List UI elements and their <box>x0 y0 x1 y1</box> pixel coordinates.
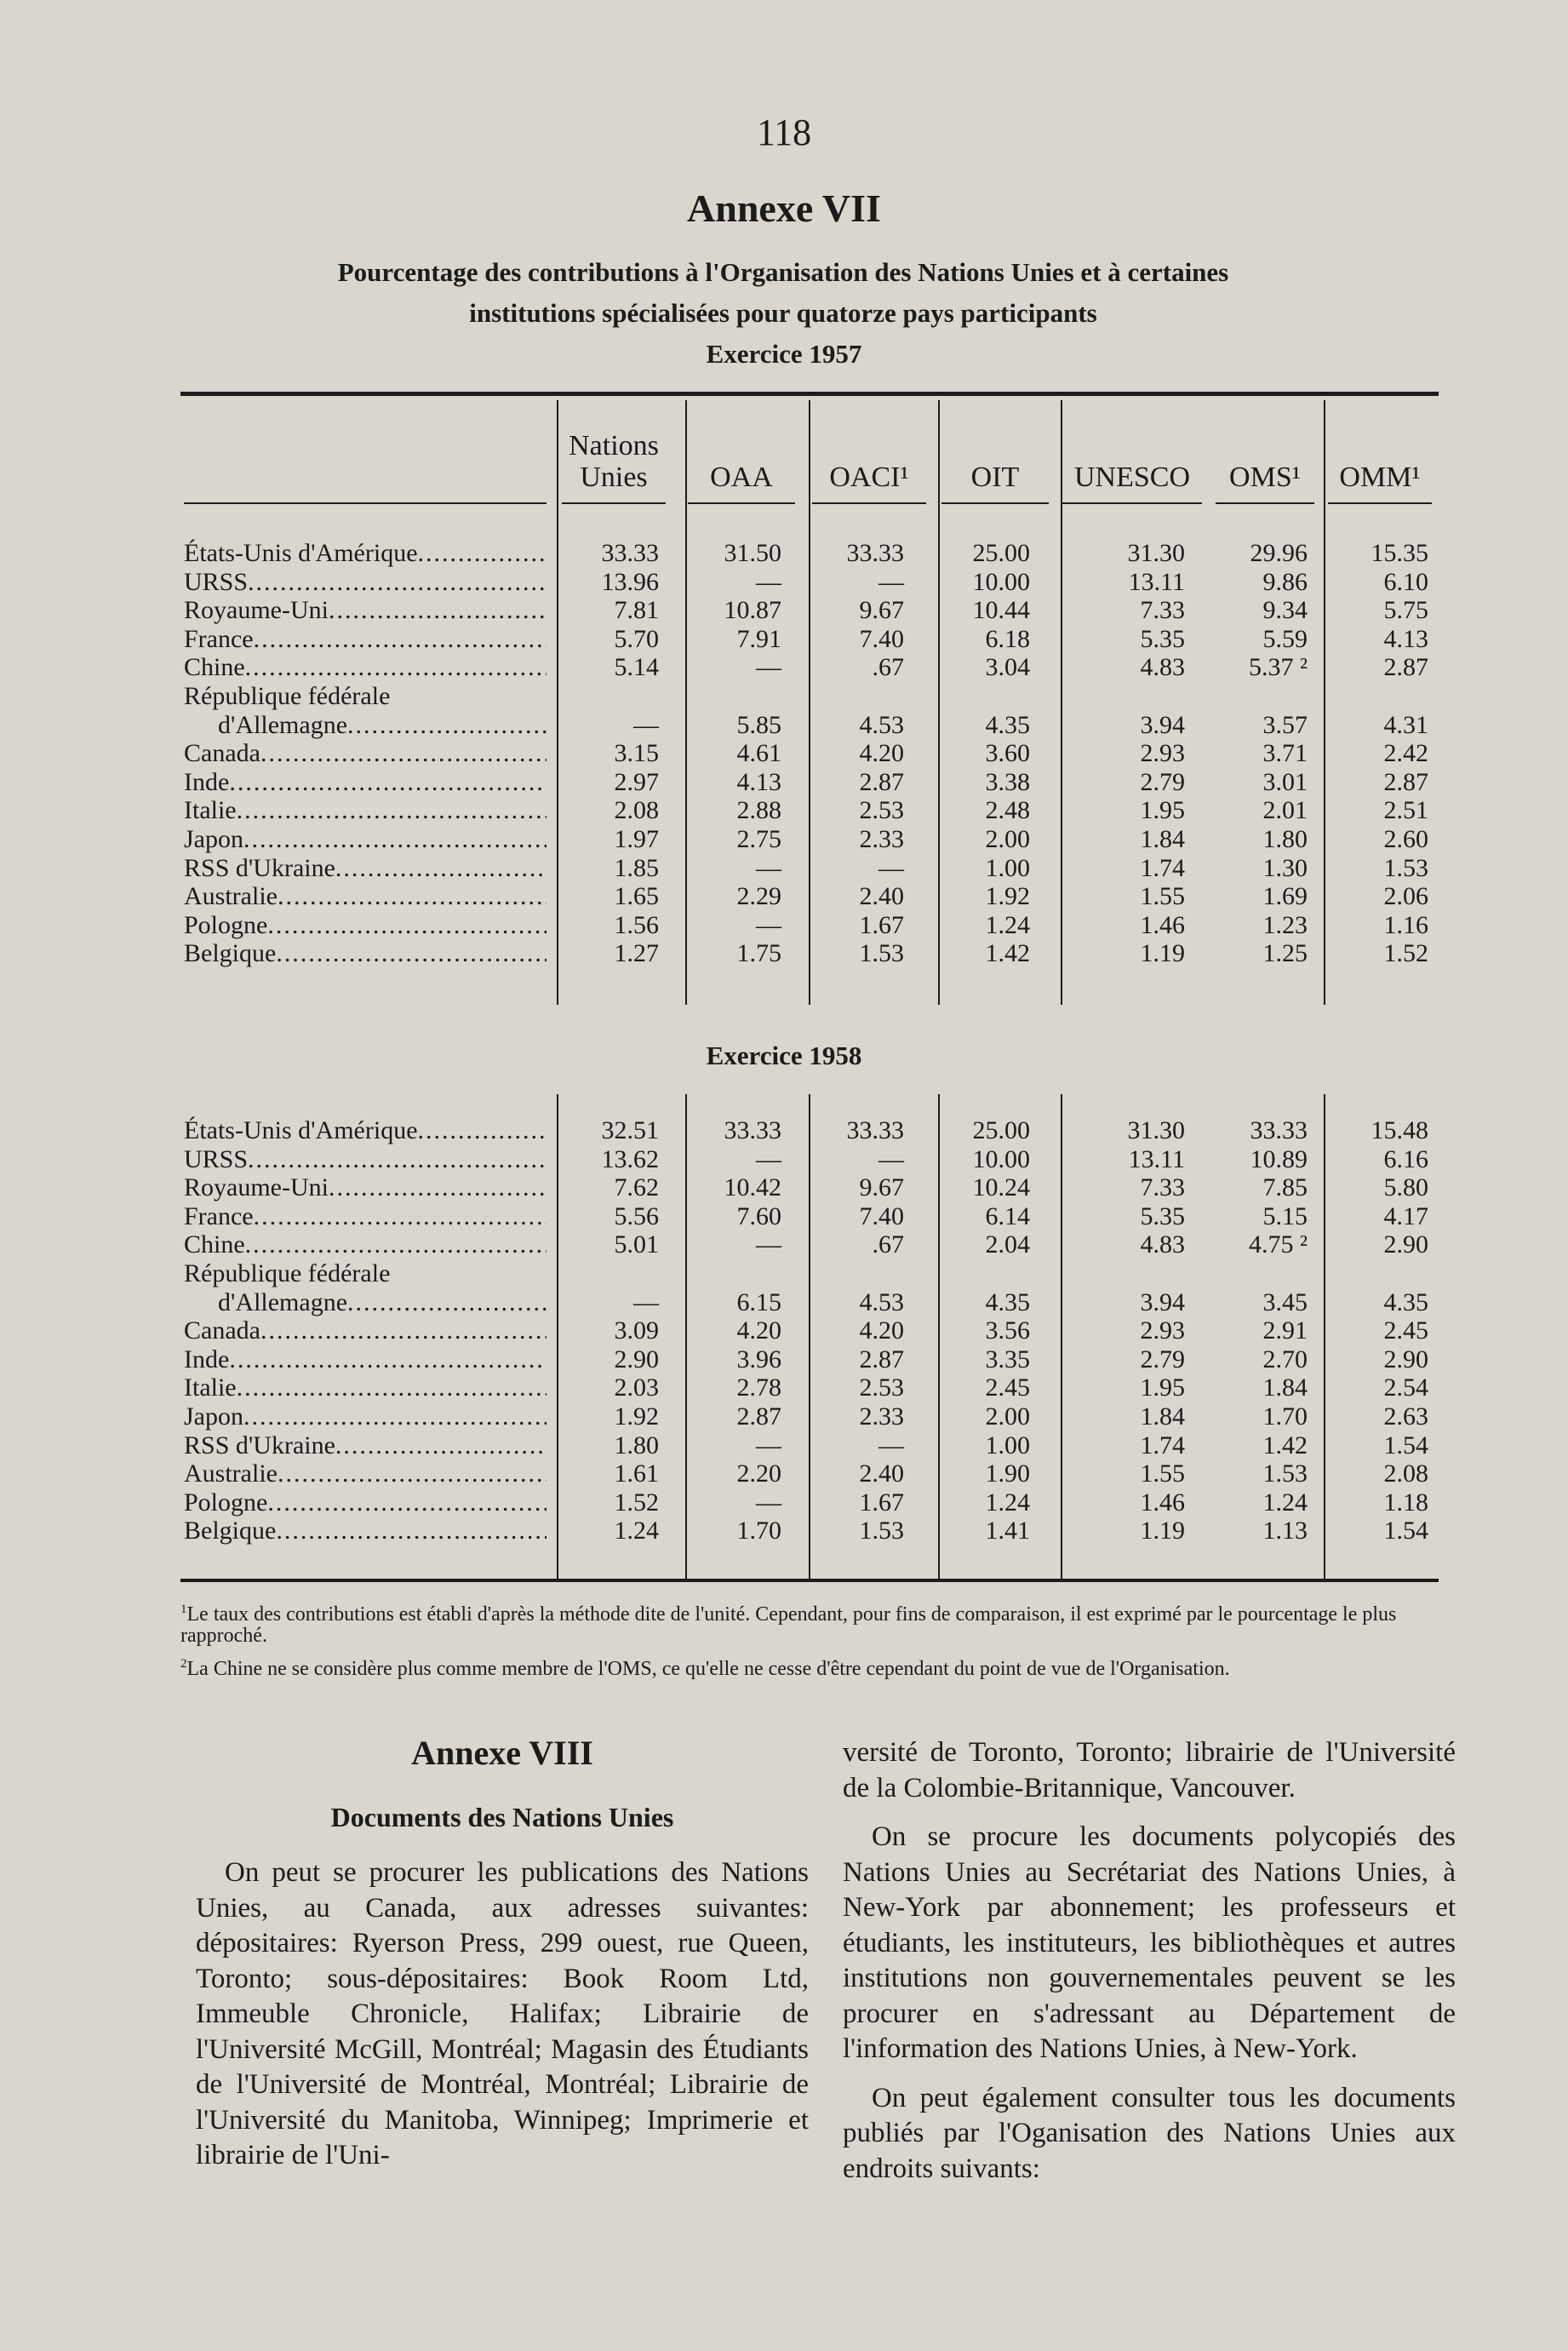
table-cell: 1.67 <box>859 1488 904 1517</box>
table-cell: 4.20 <box>736 1316 781 1345</box>
column-header-underline <box>562 502 666 504</box>
table-cell <box>1066 1259 1185 1288</box>
table-cell: 5.59 <box>1262 624 1308 653</box>
table-cell <box>1188 682 1308 711</box>
table-cell: 4.83 <box>1140 653 1185 682</box>
table-cell: 7.85 <box>1262 1173 1308 1202</box>
table-cell: 2.53 <box>859 1373 904 1402</box>
table-cell: 4.17 <box>1383 1201 1428 1230</box>
country-label: RSS d'Ukraine ..... <box>184 854 547 883</box>
table-cell: 5.01 <box>614 1230 659 1259</box>
table-cell <box>911 1259 1030 1288</box>
table-cell: 1.24 <box>985 910 1030 939</box>
annex-viii-title: Annexe VIII <box>411 1734 593 1772</box>
table-cell: 2.63 <box>1383 1402 1428 1431</box>
table-cell: — <box>756 567 781 596</box>
table-cell: 1.16 <box>1383 910 1428 939</box>
value-column-1957-0 <box>540 539 659 968</box>
column-header-4: UNESCO <box>1073 462 1191 493</box>
table-cell: 1.84 <box>1262 1373 1308 1402</box>
table-cell: 2.91 <box>1262 1316 1308 1345</box>
table-cell: — <box>878 567 904 596</box>
table-cell: 1.90 <box>985 1459 1030 1488</box>
column-header-underline <box>1062 502 1202 504</box>
table-cell: 2.79 <box>1140 1345 1185 1373</box>
table-cell <box>1309 1259 1428 1288</box>
table-cell: 31.30 <box>1127 539 1185 567</box>
table-cell: 3.09 <box>614 1316 659 1345</box>
table-cell: 1.95 <box>1140 796 1185 825</box>
table-cell: 3.35 <box>985 1345 1030 1373</box>
column-header-underline <box>1216 502 1314 504</box>
value-column-1958-4 <box>1066 1116 1185 1545</box>
table-cell: 2.06 <box>1383 882 1428 911</box>
country-label: France ..... <box>184 1202 547 1231</box>
table-cell: 15.35 <box>1371 539 1428 567</box>
table-cell: 1.70 <box>736 1517 781 1545</box>
table-cell <box>1066 682 1185 711</box>
value-column-1957-2 <box>785 539 904 968</box>
table-cell: 13.96 <box>601 567 659 596</box>
table-cell: 1.00 <box>985 853 1030 882</box>
table-cell: 1.80 <box>1262 824 1308 853</box>
table-cell: 7.40 <box>859 1201 904 1230</box>
table-top-rule <box>180 392 1439 396</box>
table-cell: — <box>756 910 781 939</box>
table-cell: 5.70 <box>614 624 659 653</box>
table-cell: 10.89 <box>1250 1144 1308 1173</box>
table-cell: — <box>878 853 904 882</box>
table-cell: 3.71 <box>1262 739 1308 768</box>
table-cell <box>662 1259 781 1288</box>
table-cell: 1.61 <box>614 1459 659 1488</box>
table-cell: 33.33 <box>846 1116 904 1144</box>
column-header-underline <box>1328 502 1432 504</box>
table-cell: 2.93 <box>1140 739 1185 768</box>
table-cell: 13.11 <box>1128 567 1185 596</box>
country-label: République fédérale <box>184 681 391 710</box>
country-label: Japon ..... <box>184 1402 547 1431</box>
table-cell: 2.42 <box>1383 739 1428 768</box>
column-header-2: OACI¹ <box>829 462 909 493</box>
table-cell: — <box>756 1431 781 1459</box>
table-cell: 1.41 <box>985 1517 1030 1545</box>
table-cell: 2.40 <box>859 1459 904 1488</box>
table-cell: 2.00 <box>985 824 1030 853</box>
table-cell: 2.04 <box>985 1230 1030 1259</box>
table-cell: 2.87 <box>1383 653 1428 682</box>
table-cell: 13.11 <box>1128 1144 1185 1173</box>
table-cell: 1.97 <box>614 824 659 853</box>
table-cell: 4.35 <box>985 710 1030 739</box>
column-header-underline <box>941 502 1049 504</box>
footnotes <box>180 1599 1449 1687</box>
left-text-column <box>196 1735 809 2174</box>
country-label: d'Allemagne ..... <box>184 711 547 740</box>
column-divider <box>1061 1094 1062 1580</box>
table-cell: 1.92 <box>614 1402 659 1431</box>
table-cell: 2.87 <box>736 1402 781 1431</box>
table-cell: 6.15 <box>736 1287 781 1316</box>
paragraph-1: On peut se procurer les publications des Nations Unies, au Canada, aux adresses suivantes: dépositaires: Ryerson Press, 299 ouest, rue Queen, Toronto; sous-dépositaires: Book Room Ltd, Immeuble Chronicle, Halifax; Librairie de l'Université McGill, Montréal; Magasin des Étudiants de l'Université de Montréal, Montréal; Librairie de l'Université du Manitoba, Winnipeg; Imprimerie et librairie de l'Uni- <box>196 1857 809 2170</box>
table-cell: 2.79 <box>1140 767 1185 796</box>
country-label: Belgique ..... <box>184 1517 547 1545</box>
column-divider <box>1061 400 1062 1005</box>
table-cell: 1.74 <box>1140 853 1185 882</box>
country-label: Inde ..... <box>184 768 547 797</box>
table-cell: 2.97 <box>614 767 659 796</box>
column-header-1: OAA <box>710 462 773 493</box>
table-cell: 6.18 <box>985 624 1030 653</box>
table-cell: 6.14 <box>985 1201 1030 1230</box>
table-cell: 4.35 <box>985 1287 1030 1316</box>
table-cell: 1.75 <box>736 939 781 968</box>
table-cell: 7.40 <box>859 624 904 653</box>
table-cell: 4.75 ² <box>1249 1230 1308 1259</box>
table-cell: .67 <box>872 1230 904 1259</box>
table-cell: 2.45 <box>1383 1316 1428 1345</box>
table-cell: 5.56 <box>614 1201 659 1230</box>
country-label: États-Unis d'Amérique ..... <box>184 1116 547 1145</box>
country-label: Chine ..... <box>184 1230 547 1259</box>
table-cell: 1.53 <box>1262 1459 1308 1488</box>
country-label: République fédérale <box>184 1259 391 1287</box>
table-cell: 2.88 <box>736 796 781 825</box>
column-header-0: Nations Unies <box>569 430 659 493</box>
table-cell: 10.87 <box>724 596 781 625</box>
value-column-1958-0 <box>540 1116 659 1545</box>
table-cell: — <box>633 710 659 739</box>
right-text-column <box>843 1735 1456 2187</box>
table-cell <box>785 1259 904 1288</box>
table-cell: 13.62 <box>601 1144 659 1173</box>
country-label: Canada ..... <box>184 739 547 768</box>
country-label: Chine ..... <box>184 653 547 682</box>
value-column-1957-3 <box>911 539 1030 968</box>
table-cell: 2.08 <box>614 796 659 825</box>
table-cell: 1.53 <box>1383 853 1428 882</box>
country-label: Italie ..... <box>184 796 547 825</box>
column-header-3: OIT <box>970 462 1020 493</box>
country-label: Canada ..... <box>184 1316 547 1345</box>
table-cell: 3.94 <box>1140 710 1185 739</box>
table-cell: 10.24 <box>972 1173 1030 1202</box>
table-cell: 2.03 <box>614 1373 659 1402</box>
table-cell: 10.44 <box>972 596 1030 625</box>
table-cell: 5.75 <box>1383 596 1428 625</box>
table-cell: 1.74 <box>1140 1431 1185 1459</box>
table-cell: 1.18 <box>1383 1488 1428 1517</box>
paragraph-2: On se procure les documents polycopiés des Nations Unies au Secrétariat des Nations Unies, à New-York par abonnement; les professeurs et étudiants, les instituteurs, les bibliothèques et autres institutions non gouvernementales peuvent se les procurer en s'adressant au Département de l'information des Nations Unies, à New-York. <box>843 1821 1456 2064</box>
value-column-1958-2 <box>785 1116 904 1545</box>
table-cell: 7.60 <box>736 1201 781 1230</box>
table-cell: 2.00 <box>985 1402 1030 1431</box>
table-cell: 3.38 <box>985 767 1030 796</box>
table-cell: 4.83 <box>1140 1230 1185 1259</box>
value-column-1958-6 <box>1309 1116 1428 1545</box>
table-cell: — <box>756 1488 781 1517</box>
table-cell <box>911 682 1030 711</box>
table-cell: 25.00 <box>972 539 1030 567</box>
table-cell: 1.42 <box>1262 1431 1308 1459</box>
country-label: Japon ..... <box>184 825 547 854</box>
table-cell <box>540 682 659 711</box>
table-cell <box>1188 1259 1308 1288</box>
value-column-1957-1 <box>662 539 781 968</box>
table-cell: 9.67 <box>859 596 904 625</box>
table-cell: 32.51 <box>601 1116 659 1144</box>
table-cell: 1.55 <box>1140 1459 1185 1488</box>
table-cell: 1.46 <box>1140 910 1185 939</box>
table-cell: 2.33 <box>859 824 904 853</box>
country-label: URSS ..... <box>184 1145 547 1174</box>
paragraph-3: On peut également consulter tous les documents publiés par l'Oganisation des Nations Unies aux endroits suivants: <box>843 2082 1456 2184</box>
table-bottom-rule <box>180 1579 1439 1582</box>
table-cell: 3.56 <box>985 1316 1030 1345</box>
table-cell: 2.87 <box>859 767 904 796</box>
value-column-1957-4 <box>1066 539 1185 968</box>
exercise-1957-heading: Exercice 1957 <box>706 339 862 369</box>
column-header-6: OMM¹ <box>1339 462 1421 493</box>
table-cell: 15.48 <box>1371 1116 1428 1144</box>
column-header-5: OMS¹ <box>1229 462 1301 493</box>
table-cell: 1.92 <box>985 882 1030 911</box>
table-cell: 4.13 <box>736 767 781 796</box>
table-cell: 6.16 <box>1383 1144 1428 1173</box>
table-cell: 1.65 <box>614 882 659 911</box>
table-cell: 2.87 <box>1383 767 1428 796</box>
table-cell: 7.33 <box>1140 1173 1185 1202</box>
table-cell: 4.53 <box>859 710 904 739</box>
table-cell: 2.70 <box>1262 1345 1308 1373</box>
table-cell <box>1309 682 1428 711</box>
value-column-1957-6 <box>1309 539 1428 968</box>
country-label: RSS d'Ukraine ..... <box>184 1431 547 1460</box>
table-cell: 2.87 <box>859 1345 904 1373</box>
table-cell: 1.46 <box>1140 1488 1185 1517</box>
table-cell: 2.53 <box>859 796 904 825</box>
country-label: Australie ..... <box>184 1459 547 1488</box>
table-cell: 2.93 <box>1140 1316 1185 1345</box>
table-cell: 1.24 <box>1262 1488 1308 1517</box>
table-cell: 2.40 <box>859 882 904 911</box>
table-cell: 3.94 <box>1140 1287 1185 1316</box>
table-cell: 1.42 <box>985 939 1030 968</box>
table-cell: — <box>756 1144 781 1173</box>
table-cell: — <box>878 1144 904 1173</box>
country-label: URSS ..... <box>184 568 547 597</box>
stub-header-underline <box>184 502 547 504</box>
table-cell: 3.15 <box>614 739 659 768</box>
table-cell: 7.33 <box>1140 596 1185 625</box>
table-cell: 7.81 <box>614 596 659 625</box>
table-cell: 5.14 <box>614 653 659 682</box>
table-cell <box>540 1259 659 1288</box>
table-cell: 5.35 <box>1140 624 1185 653</box>
table-cell: 31.50 <box>724 539 781 567</box>
country-label: Pologne ..... <box>184 1488 547 1517</box>
country-label: États-Unis d'Amérique ..... <box>184 539 547 568</box>
table-cell: 7.62 <box>614 1173 659 1202</box>
table-cell: 1.84 <box>1140 824 1185 853</box>
table-cell: 3.57 <box>1262 710 1308 739</box>
country-label: Inde ..... <box>184 1345 547 1374</box>
table-cell: 1.84 <box>1140 1402 1185 1431</box>
table-cell: 1.24 <box>985 1488 1030 1517</box>
table-cell: 4.20 <box>859 1316 904 1345</box>
table-cell: 4.35 <box>1383 1287 1428 1316</box>
table-cell: 4.31 <box>1383 710 1428 739</box>
country-label: Italie ..... <box>184 1373 547 1402</box>
paragraph-1-continued: versité de Toronto, Toronto; librairie de l'Université de la Colombie-Britannique, Vancouver. <box>843 1737 1456 1803</box>
table-cell: 2.29 <box>736 882 781 911</box>
country-label: Royaume-Uni ..... <box>184 1173 547 1202</box>
table-cell <box>662 682 781 711</box>
table-cell: 2.60 <box>1383 824 1428 853</box>
value-column-1958-1 <box>662 1116 781 1545</box>
footnote-2: $^2$La Chine ne se considère plus comme membre de l'OMS, ce qu'elle ne cesse d'être cependant du point de vue de l'Organisation. <box>180 1657 1230 1680</box>
column-header-underline <box>812 502 926 504</box>
table-cell: 1.54 <box>1383 1517 1428 1545</box>
table-cell: 1.25 <box>1262 939 1308 968</box>
table-cell: 1.70 <box>1262 1402 1308 1431</box>
table-cell: 4.53 <box>859 1287 904 1316</box>
table-cell: 5.35 <box>1140 1201 1185 1230</box>
table-cell: 5.15 <box>1262 1201 1308 1230</box>
country-labels-1957 <box>184 539 547 968</box>
exercise-1958-heading: Exercice 1958 <box>706 1041 862 1070</box>
table-cell: 3.60 <box>985 739 1030 768</box>
value-column-1958-3 <box>911 1116 1030 1545</box>
table-cell: 5.37 ² <box>1249 653 1308 682</box>
table-cell: 9.67 <box>859 1173 904 1202</box>
table-cell: 33.33 <box>1250 1116 1308 1144</box>
table-cell: 1.53 <box>859 939 904 968</box>
table-cell <box>785 682 904 711</box>
table-cell: 2.33 <box>859 1402 904 1431</box>
annex-vii-caption <box>221 252 1345 334</box>
table-cell: 1.54 <box>1383 1431 1428 1459</box>
country-label: Royaume-Uni ..... <box>184 596 547 625</box>
country-label: Belgique ..... <box>184 939 547 968</box>
table-cell: 2.08 <box>1383 1459 1428 1488</box>
table-cell: 3.04 <box>985 653 1030 682</box>
table-cell: 2.51 <box>1383 796 1428 825</box>
table-cell: 1.53 <box>859 1517 904 1545</box>
table-cell: 29.96 <box>1250 539 1308 567</box>
table-cell: 9.34 <box>1262 596 1308 625</box>
table-cell: 33.33 <box>601 539 659 567</box>
table-cell: — <box>633 1287 659 1316</box>
table-cell: 5.85 <box>736 710 781 739</box>
table-cell: 6.10 <box>1383 567 1428 596</box>
table-cell: 4.13 <box>1383 624 1428 653</box>
table-cell: 2.90 <box>1383 1345 1428 1373</box>
table-cell: 1.00 <box>985 1431 1030 1459</box>
table-cell: 1.85 <box>614 853 659 882</box>
table-cell: — <box>756 653 781 682</box>
country-label: Pologne ..... <box>184 911 547 940</box>
table-cell: 2.54 <box>1383 1373 1428 1402</box>
table-cell: 4.61 <box>736 739 781 768</box>
table-cell: 2.90 <box>614 1345 659 1373</box>
page-number: 118 <box>756 112 812 153</box>
column-header-underline <box>688 502 795 504</box>
table-cell: 1.13 <box>1262 1517 1308 1545</box>
table-cell: 1.67 <box>859 910 904 939</box>
table-cell: .67 <box>872 653 904 682</box>
value-column-1957-5 <box>1188 539 1308 968</box>
table-cell: 31.30 <box>1127 1116 1185 1144</box>
table-cell: 2.75 <box>736 824 781 853</box>
table-cell: 1.19 <box>1140 939 1185 968</box>
table-cell: 10.00 <box>972 1144 1030 1173</box>
table-cell: — <box>756 1230 781 1259</box>
annex-viii-subtitle: Documents des Nations Unies <box>330 1801 674 1832</box>
table-cell: 2.90 <box>1383 1230 1428 1259</box>
table-cell: 10.00 <box>972 567 1030 596</box>
table-cell: 1.27 <box>614 939 659 968</box>
country-labels-1958 <box>184 1116 547 1545</box>
value-column-1958-5 <box>1188 1116 1308 1545</box>
table-cell: 1.55 <box>1140 882 1185 911</box>
table-cell: 1.95 <box>1140 1373 1185 1402</box>
table-cell: 10.42 <box>724 1173 781 1202</box>
table-cell: 1.69 <box>1262 882 1308 911</box>
table-cell: 25.00 <box>972 1116 1030 1144</box>
table-cell: — <box>756 853 781 882</box>
table-cell: 2.48 <box>985 796 1030 825</box>
table-cell: 3.01 <box>1262 767 1308 796</box>
table-cell: 1.19 <box>1140 1517 1185 1545</box>
footnote-1: $^1$Le taux des contributions est établi d'après la méthode dite de l'unité. Cependant, pour fins de comparaison, il est exprimé par le pourcentage le plus rapproché. <box>180 1603 1397 1647</box>
table-cell: 1.23 <box>1262 910 1308 939</box>
country-label: Australie ..... <box>184 882 547 911</box>
table-cell: 1.80 <box>614 1431 659 1459</box>
table-cell: 2.20 <box>736 1459 781 1488</box>
table-cell: 5.80 <box>1383 1173 1428 1202</box>
table-cell: 33.33 <box>846 539 904 567</box>
table-cell: 3.45 <box>1262 1287 1308 1316</box>
table-cell: 7.91 <box>736 624 781 653</box>
table-cell: 2.45 <box>985 1373 1030 1402</box>
table-cell: 1.52 <box>1383 939 1428 968</box>
table-cell: 9.86 <box>1262 567 1308 596</box>
annex-vii-title: Annexe VII <box>687 186 881 230</box>
table-cell: 1.30 <box>1262 853 1308 882</box>
country-label: d'Allemagne ..... <box>184 1288 547 1317</box>
table-cell: 2.01 <box>1262 796 1308 825</box>
table-cell: 1.56 <box>614 910 659 939</box>
table-cell: 4.20 <box>859 739 904 768</box>
table-cell: 2.78 <box>736 1373 781 1402</box>
table-cell: 33.33 <box>724 1116 781 1144</box>
table-cell: 3.96 <box>736 1345 781 1373</box>
caption-line-1: Pourcentage des contributions à l'Organisation des Nations Unies et à certaines <box>337 257 1229 287</box>
table-cell: 1.24 <box>614 1517 659 1545</box>
table-cell: 1.52 <box>614 1488 659 1517</box>
country-label: France ..... <box>184 625 547 654</box>
table-cell: — <box>878 1431 904 1459</box>
caption-line-2: institutions spécialisées pour quatorze pays participants <box>469 298 1097 328</box>
